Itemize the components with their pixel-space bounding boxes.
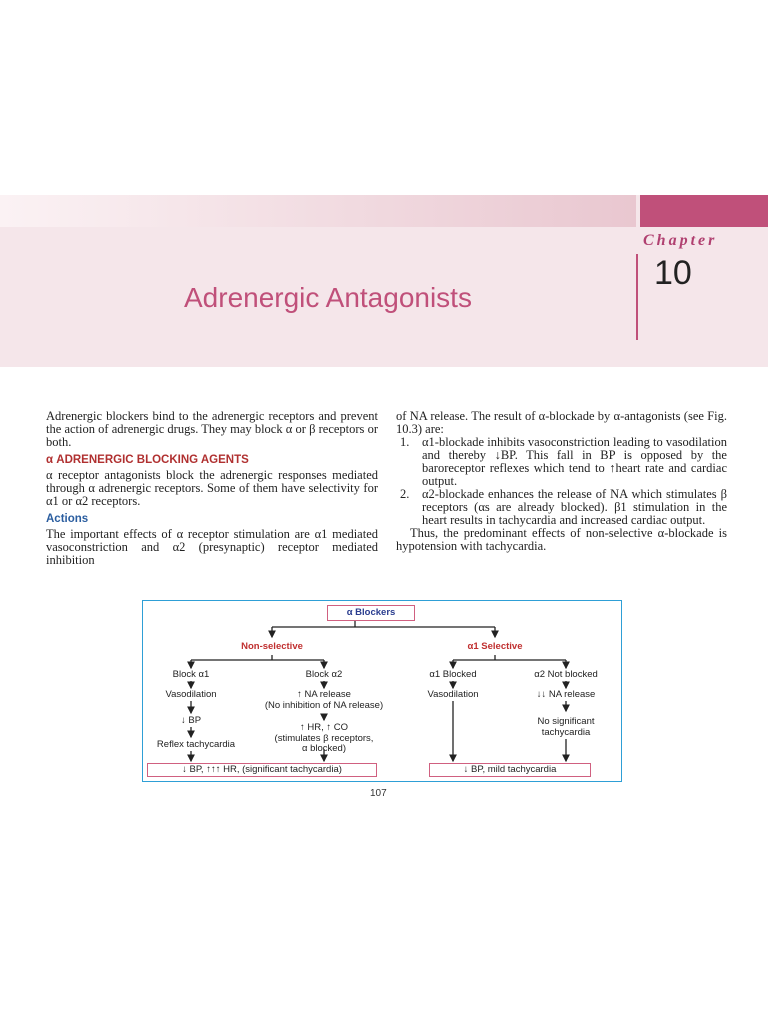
page-number: 107 bbox=[370, 788, 387, 799]
chapter-title: Adrenergic Antagonists bbox=[184, 282, 472, 313]
list-item-number: 1. bbox=[400, 435, 410, 449]
result-nonselective-box: ↓ BP, ↑↑↑ HR, (significant tachycardia) bbox=[147, 763, 377, 777]
alpha-blockers-flowchart bbox=[142, 600, 622, 782]
selective-label: α1 Selective bbox=[467, 641, 523, 652]
bp-down-node: ↓ BP bbox=[180, 715, 202, 726]
alpha1-blocked-node: α1 Blocked bbox=[429, 669, 477, 680]
actions-paragraph: The important effects of α receptor stimulation are α1 mediated vasoconstriction and α2 (presynaptic) receptor mediated inhibition bbox=[46, 527, 378, 567]
no-inhibition-note: (No inhibition of NA release) bbox=[264, 700, 384, 711]
no-tachycardia-node: No significant bbox=[537, 716, 595, 727]
alpha2-not-blocked-node: α2 Not blocked bbox=[534, 669, 598, 680]
actions-subheading: Actions bbox=[46, 513, 89, 525]
conclusion-paragraph: Thus, the predominant effects of non-selective α-blockade is hypotension with tachycardia. bbox=[396, 526, 727, 553]
alpha-blocked-note: α blocked) bbox=[301, 743, 347, 754]
list-item-number: 2. bbox=[400, 487, 410, 501]
root-box: α Blockers bbox=[327, 605, 415, 621]
list-item bbox=[400, 436, 727, 488]
list-item bbox=[400, 488, 727, 527]
block-alpha1-node: Block α1 bbox=[172, 669, 210, 680]
no-tachycardia-node-line2: tachycardia bbox=[541, 727, 591, 738]
header-accent-block bbox=[640, 195, 768, 227]
intro-paragraph: Adrenergic blockers bind to the adrenergic receptors and prevent the action of adrenergic drugs. They may block α or β receptors or both. bbox=[46, 409, 378, 449]
vasodilation-left-node: Vasodilation bbox=[165, 689, 217, 700]
hr-co-node: ↑ HR, ↑ CO bbox=[299, 722, 349, 733]
section-paragraph: α receptor antagonists block the adrenergic responses mediated through α adrenergic receptors. Some of them have selectivity for α1 or α2 receptors. bbox=[46, 468, 378, 508]
vasodilation-right-node: Vasodilation bbox=[427, 689, 479, 700]
reflex-tachycardia-node: Reflex tachycardia bbox=[156, 739, 236, 750]
na-release-down-node: ↓↓ NA release bbox=[536, 689, 596, 700]
stimulates-beta-note: (stimulates β receptors, bbox=[274, 733, 374, 744]
chapter-label: Chapter bbox=[643, 232, 718, 249]
right-column bbox=[396, 410, 727, 553]
list-item-text: α1-blockade inhibits vasoconstriction leading to vasodilation and thereby ↓BP. This fall in BP is opposed by the baroreceptor reflexes which tend to ↑heart rate and cardiac output. bbox=[422, 435, 727, 488]
header-divider bbox=[636, 254, 638, 340]
nonselective-label: Non-selective bbox=[241, 641, 303, 652]
chapter-number: 10 bbox=[654, 254, 692, 292]
block-alpha2-node: Block α2 bbox=[305, 669, 343, 680]
header-gradient-strip bbox=[0, 195, 636, 227]
section-heading: α ADRENERGIC BLOCKING AGENTS bbox=[46, 454, 249, 466]
list-item-text: α2-blockade enhances the release of NA which stimulates β receptors (αs are already blocked). β1 stimulation in the heart results in tachycardia and increased cardiac output. bbox=[422, 487, 727, 527]
continuation-paragraph: of NA release. The result of α-blockade by α-antagonists (see Fig. 10.3) are: bbox=[396, 409, 727, 436]
left-column bbox=[46, 410, 378, 567]
na-release-node: ↑ NA release bbox=[297, 689, 351, 700]
result-selective-box: ↓ BP, mild tachycardia bbox=[429, 763, 591, 777]
